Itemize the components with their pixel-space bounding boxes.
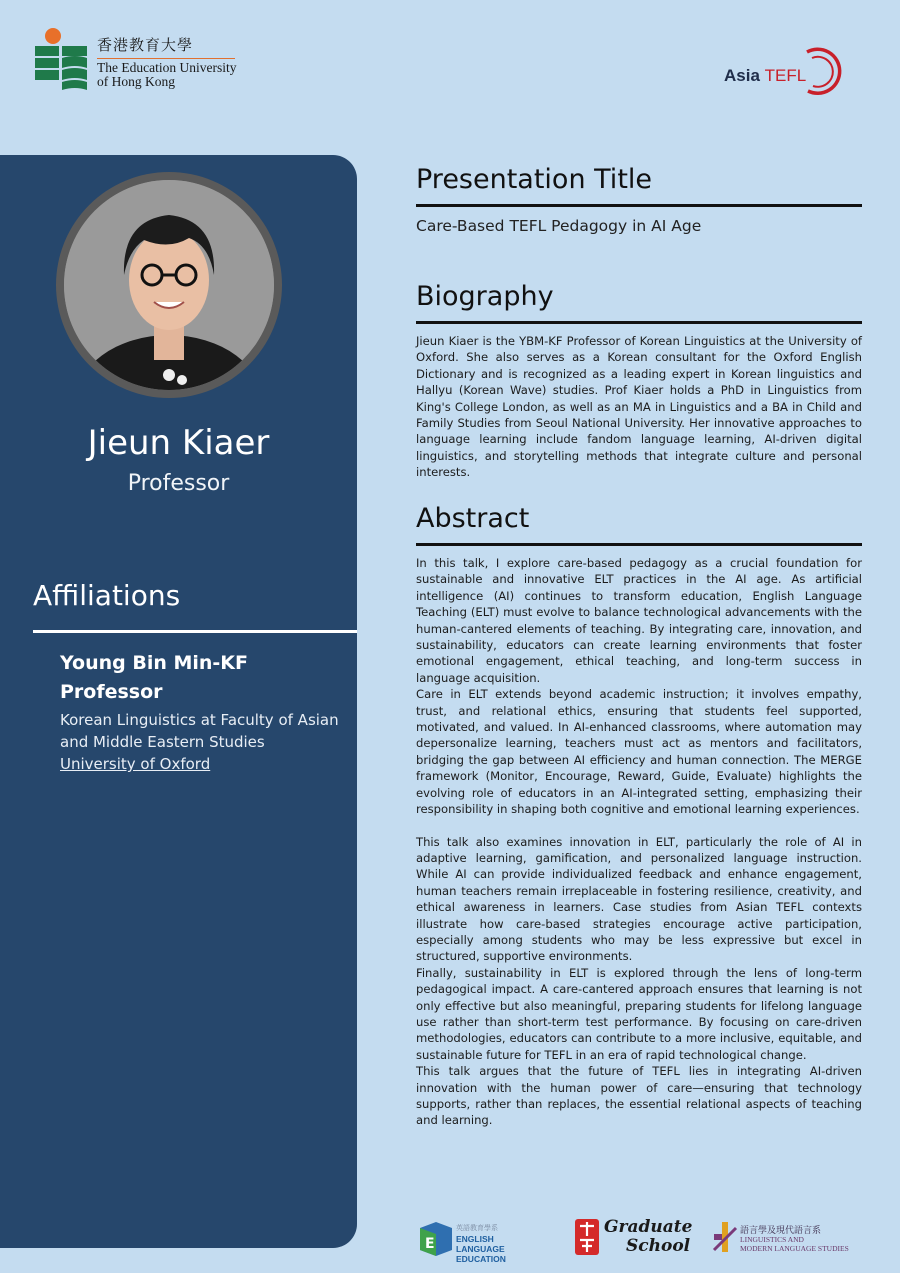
abstract-divider [416,543,862,546]
ele-wordmark [456,1224,540,1264]
abstract-heading: Abstract [416,503,530,534]
abstract-paragraph-4: Finally, sustainability in ELT is explored through the lens of long-term pedagogical impact. A care-cantered approach ensures that learning is not only effective but also meaningful, preparing students for lifelong language use rather than short-term test performance. By focusing on care-driven methodologies, educators can contribute to a more inclusive, equitable, and sustainable future for TEFL in an era of rapid technological change. [416,965,862,1062]
graduate-line2: School [626,1236,691,1256]
affiliation-department: Korean Linguistics at Faculty of Asian and Middle Eastern Studies [60,711,339,751]
graduate-school-logo [574,1216,693,1260]
eduhk-english-line2: of Hong Kong [97,74,175,89]
lml-chinese-name: 語言學及現代語言系 [740,1225,822,1235]
graduate-school-wordmark [604,1218,692,1256]
speaker-name: Jieun Kiaer [87,423,270,463]
abstract-text [416,555,862,1129]
asiatefl-asia-text: Asia [724,66,760,85]
presentation-section [416,160,862,235]
asiatefl-tefl-text: TEFL [764,66,807,85]
abstract-paragraph-5: This talk argues that the future of TEFL lies in integrating AI-driven innovation with the human power of care—ensuring that technology supports, rather than replaces, the essential relational aspects of teaching and learning. [416,1064,862,1128]
biography-text [416,333,862,481]
affiliation-department-block [60,709,350,775]
abstract-paragraph-1: In this talk, I explore care-based pedagogy as a crucial foundation for sustainable and innovative ELT practices in the AI age. As artificial intelligence (AI) continues to transform education, English Language Teaching (ELT) must evolve to balance technological advancements with the human-cantered elements of teaching. By integrating care, innovation, and sustainability, educators can create learning environments that foster emotional engagement, ethical teaching, and long-term success in language acquisition. [416,556,862,685]
ele-line1: ENGLISH LANGUAGE [456,1234,505,1254]
eduhk-divider [97,58,235,59]
paragraph-gap [416,818,862,834]
presentation-divider [416,204,862,207]
lml-logo-icon [712,1220,738,1254]
speaker-sidebar [0,155,357,1248]
lml-line1: LINGUISTICS AND [740,1235,804,1244]
eduhk-english-line1: The Education University [97,60,237,75]
ele-chinese-name: 英語教育學系 [456,1225,498,1232]
biography-heading: Biography [416,281,554,312]
abstract-paragraph-3: This talk also examines innovation in ELT, particularly the role of AI in adaptive learning, gamification, and personalized language instruction. While AI can provide individualized feedback and enhance engagement, human teachers remain irreplaceable in fostering resilience, creativity, and ethical awareness in learners. Case studies from Asian TEFL contexts illustrate how care-based strategies encourage active participation, especially among students who may be less expressive but excel in structured, supportive environments. [416,834,862,964]
speaker-photo-frame [56,172,282,398]
ele-line2: EDUCATION [456,1254,506,1264]
linguistics-modern-language-logo [712,1216,862,1260]
english-language-education-logo [418,1216,540,1264]
abstract-paragraph-2: Care in ELT extends beyond academic instruction; it involves empathy, trust, and relational ethics, ensuring that students feel supported, motivated, and valued. In AI-enhanced classrooms, where automation may depersonalize learning, teachers must act as mentors and facilitators, bridging the gap between AI efficiency and human connection. The MERGE framework (Monitor, Encourage, Reward, Guide, Evaluate) highlights the evolving role of educators in an AI-integrated setting, emphasizing their responsibility in shaping both cognitive and emotional learning experiences. [416,687,862,817]
presentation-heading: Presentation Title [416,164,653,195]
presentation-title: Care-Based TEFL Pedagogy in AI Age [416,217,702,235]
biography-section [416,277,862,481]
biography-paragraph: Jieun Kiaer is the YBM-KF Professor of Korean Linguistics at the University of Oxford. She also serves as a Korean consultant for the Oxford English Dictionary and is recognized as a leading expert in Korean linguistics and Hallyu (Korean Wave) studies. Prof Kiaer holds a PhD in Linguistics from King's College London, as well as an MA in Linguistics and a BA in Child and Family Studies from Seoul National University. Her innovative approaches to language learning include fandom language learning, AI-driven digital linguistics, and storytelling methods that integrate culture and personal interests. [416,334,862,480]
eduhk-chinese-name: 香港教育大學 [97,36,194,54]
affiliation-university-link[interactable]: University of Oxford [60,755,211,773]
lml-line2: MODERN LANGUAGE STUDIES [740,1244,849,1253]
abstract-section [416,499,862,1129]
affiliation-title: Young Bin Min-KF Professor [60,652,249,703]
speaker-role: Professor [127,471,230,496]
graduate-line1: Graduate [604,1217,693,1237]
eduhk-wordmark [97,34,236,89]
ele-logo-icon [418,1220,454,1256]
speaker-photo [64,180,274,390]
affiliations-divider [33,630,357,633]
graduate-school-seal-icon [574,1218,600,1256]
biography-divider [416,321,862,324]
lml-wordmark [740,1226,849,1253]
eduhk-logo [35,28,245,92]
svg-text:E: E [425,1236,435,1252]
asiatefl-wordmark [724,66,806,86]
eduhk-logo-icon [35,28,91,92]
speaker-portrait-icon [64,180,274,390]
asiatefl-logo [722,44,847,98]
affiliations-heading: Affiliations [33,579,181,612]
